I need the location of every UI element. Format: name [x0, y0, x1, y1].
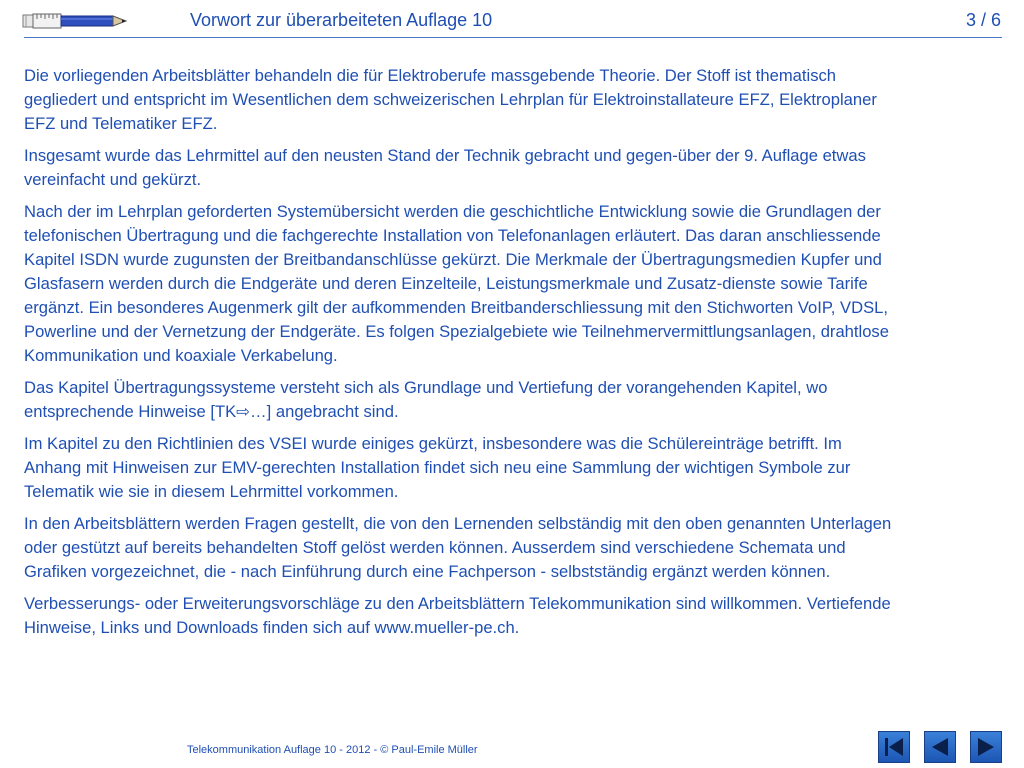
paragraph: Verbesserungs- oder Erweiterungsvorschläge zu den Arbeitsblättern Telekommunikation sind willkommen. Vertiefende Hinweise, Links und Downloads finden sich auf www.mueller-pe.ch. — [24, 594, 891, 637]
paragraph: Nach der im Lehrplan geforderten Systemübersicht werden die geschichtliche Entwicklung sowie die Grundlagen der telefonischen Übertragung und die fachgerechte Installation von Telefonanlagen erläutert. Das daran anschliessende Kapitel ISDN wurde zugunsten der Breitbandanschlüsse gekürzt. Die Merkmale der Übertragungsmedien Kupfer und Glasfasern werden durch die Endgeräte und deren Einzelteile, Leistungsmerkmale und Zusatz-dienste sowie Tarife ergänzt. Ein besonderes Augenmerk gilt der aufkommenden Breitbanderschliessung mit den Stichworten VoIP, VDSL, Powerline und der Vernetzung der Endgeräte. Es folgen Spezialgebiete wie Teilnehmervermittlungsanlagen, drahtlose Kommunikation und koaxiale Verkabelung. — [24, 202, 889, 365]
paragraph: Im Kapitel zu den Richtlinien des VSEI wurde einiges gekürzt, insbesondere was die Schülereinträge betrifft. Im Anhang mit Hinweisen zur EMV-gerechten Installation findet sich neu eine Sammlung der wichtigen Symbole zur Telematik wie sie in diesem Lehrmittel vorkommen. — [24, 434, 851, 501]
header-divider — [24, 37, 1002, 38]
header — [0, 0, 1024, 40]
paragraph: Insgesamt wurde das Lehrmittel auf den neusten Stand der Technik gebracht und gegen-über der 9. Auflage etwas vereinfacht und gekürzt. — [24, 146, 866, 189]
next-page-button[interactable] — [970, 731, 1002, 763]
page-title: Vorwort zur überarbeiteten Auflage 10 — [190, 10, 493, 30]
first-page-button[interactable] — [878, 731, 910, 763]
previous-page-icon — [929, 736, 951, 758]
previous-page-button[interactable] — [924, 731, 956, 763]
footer-text: Telekommunikation Auflage 10 - 2012 - © Paul-Emile Müller — [187, 744, 478, 756]
pencil-icon — [22, 6, 128, 36]
page-indicator: 3 / 6 — [965, 10, 1001, 30]
paragraph: Die vorliegenden Arbeitsblätter behandeln die für Elektroberufe massgebende Theorie. Der Stoff ist thematisch gegliedert und entspricht im Wesentlichen dem schweizerischen Lehrplan für Elektroinstallateure EFZ, Elektroplaner EFZ und Telematiker EFZ. — [24, 66, 877, 133]
first-page-icon — [883, 736, 905, 758]
paragraph: Das Kapitel Übertragungssysteme versteht sich als Grundlage und Vertiefung der vorangehenden Kapitel, wo entsprechende Hinweise [TK⇨…] angebracht sind. — [24, 378, 828, 421]
body-text — [24, 64, 894, 648]
paragraph: In den Arbeitsblättern werden Fragen gestellt, die von den Lernenden selbständig mit den oben genannten Unterlagen oder gestützt auf bereits behandelten Stoff gelöst werden können. Ausserdem sind verschiedene Schemata und Grafiken vorgezeichnet, die - nach Einführung durch eine Fachperson - selbstständig ergänzt werden können. — [24, 514, 892, 581]
next-page-icon — [975, 736, 997, 758]
